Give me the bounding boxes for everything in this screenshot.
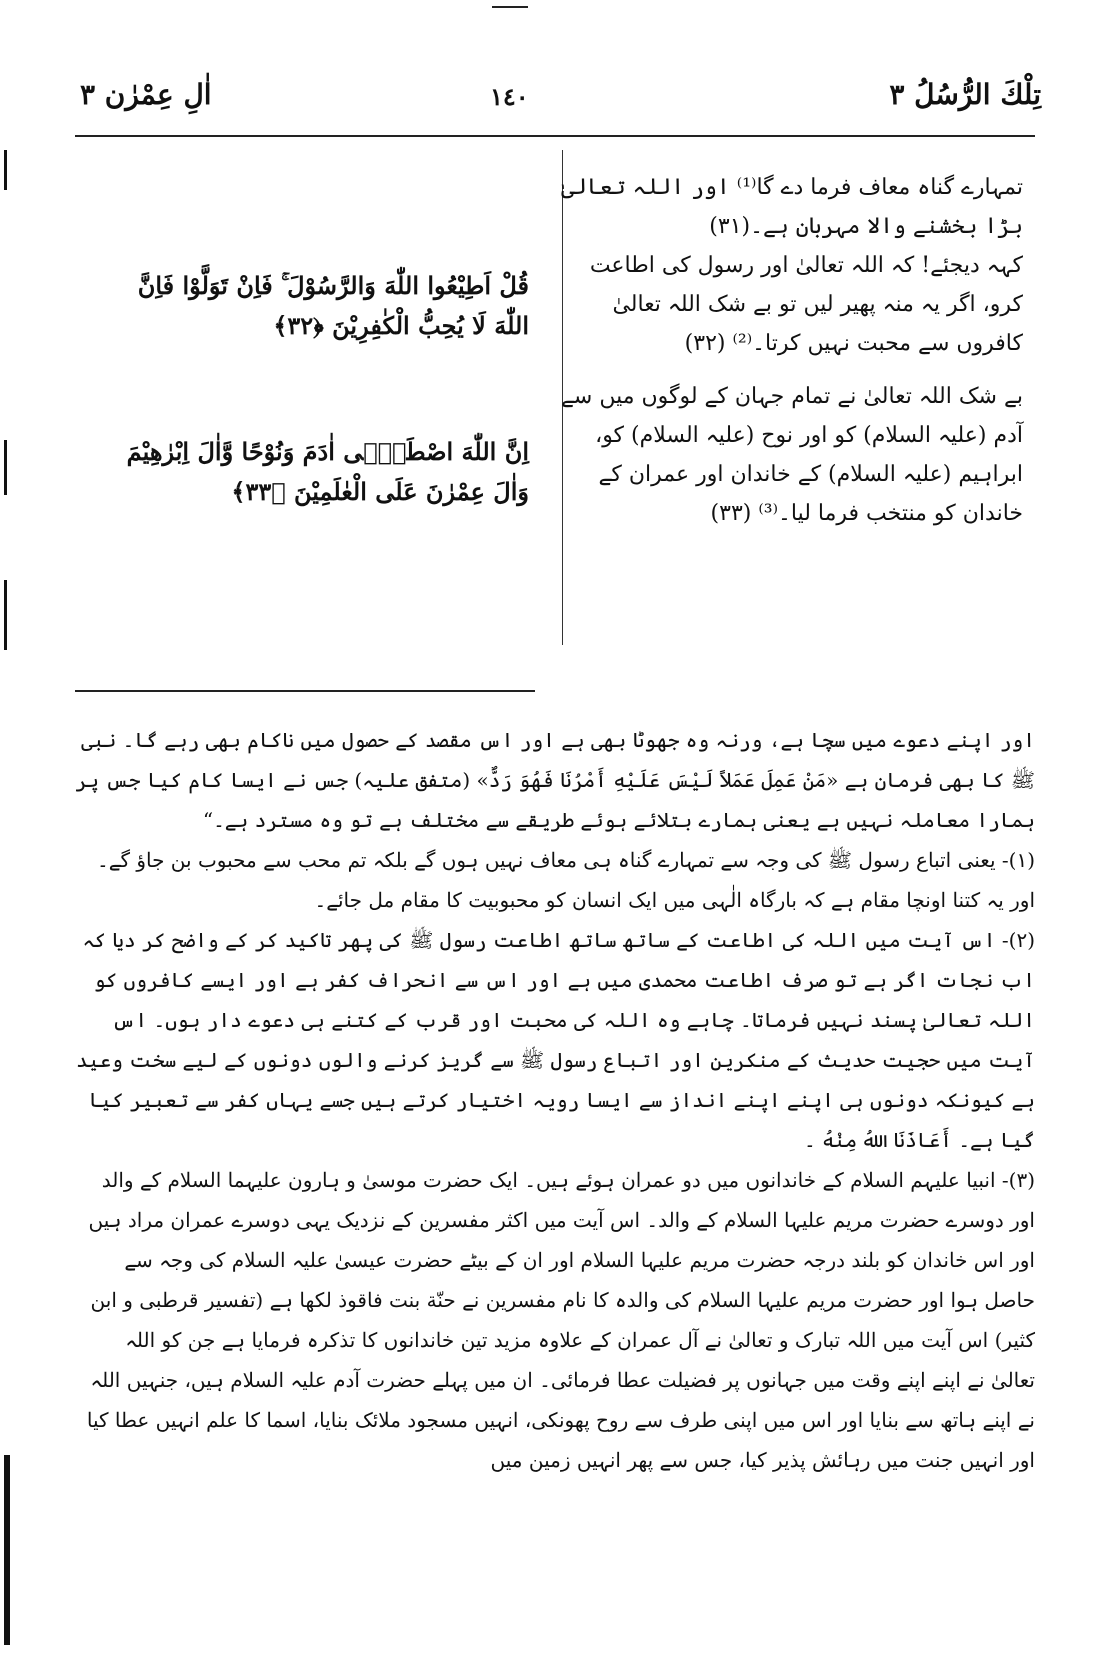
header-rule [75, 135, 1035, 137]
translation-verse-33: بے شک اللہ تعالیٰ نے تمام جہان کے لوگوں میں سے آدم (علیہ السلام) کو اور نوح (علیہ السلام) کو، ابراہیم (علیہ السلام) کے خاندان اور عمران کے خاندان کو منتخب فرما لیا۔⁽³⁾ (۳۳) [561, 384, 1023, 526]
scan-edge-mark [4, 1455, 10, 1645]
page-number: ١٤٠ [490, 82, 529, 111]
translation-verse-31: تمہارے گناہ معاف فرما دے گا⁽¹⁾ اور اللہ تعالیٰ بڑا بخشنے والا مہربان ہے۔(۳۱) [561, 175, 1023, 239]
surah-title: اٰلِ عِمْرٰن ٣ [80, 78, 212, 111]
footnote-continuation: اور اپنے دعوے میں سچا ہے، ورنہ وہ جھوٹا بھی ہے اور اس مقصد کے حصول میں ناکام بھی رہے گا۔ نبی ﷺ کا بھی فرمان ہے «مَنْ عَمِلَ عَمَلاً لَيْسَ عَلَيْهِ أَمْرُنَا فَهُوَ رَدٌّ» (متفق علیہ) جس نے ایسا کام کیا جس پر ہمارا معاملہ نہیں ہے یعنی ہمارے بتلائے ہوئے طریقے سے مختلف ہے تو وہ مسترد ہے۔“ [75, 728, 1035, 832]
juz-title: تِلْكَ الرُّسُلُ ٣ [889, 78, 1041, 111]
footnote-1: (۱)- یعنی اتباع رسول ﷺ کی وجہ سے تمہارے گناہ ہی معاف نہیں ہوں گے بلکہ تم محب سے محبوب بن جاؤ گے۔ اور یہ کتنا اونچا مقام ہے کہ بارگاہ الٰہی میں ایک انسان کو محبوبیت کا مقام مل جائے۔ [97, 848, 1035, 912]
scan-edge-mark [4, 150, 7, 190]
scan-edge-mark [4, 440, 7, 495]
footnote-2: (۲)- اس آیت میں اللہ کی اطاعت کے ساتھ ساتھ اطاعت رسول ﷺ کی پھر تاکید کر کے واضح کر دیا کہ اب نجات اگر ہے تو صرف اطاعت محمدی میں ہے اور اس سے انحراف کفر ہے اور ایسے کافروں کو اللہ تعالیٰ پسند نہیں فرماتا۔ چاہے وہ اللہ کی محبت اور قرب کے کتنے ہی دعوے دار ہوں۔ اس آیت میں حجیت حدیث کے منکرین اور اتباع رسول ﷺ سے گریز کرنے والوں دونوں کے لیے سخت وعید ہے کیونکہ دونوں ہی اپنے اپنے انداز سے ایسا رویہ اختیار کرتے ہیں جسے یہاں کفر سے تعبیر کیا گیا ہے۔ أَعَاذَنَا اللهُ مِنْهُ ۔ [76, 928, 1035, 1152]
scan-edge-mark [4, 580, 7, 650]
translation-column [558, 168, 1023, 533]
arabic-verse-32: قُلْ اَطِيْعُوا اللّٰهَ وَالرَّسُوْلَ ۚ فَاِنْ تَوَلَّوْا فَاِنَّ اللّٰهَ لَا يُحِبُّ الْكٰفِرِيْنَ ﴿۳۲﴾ [137, 271, 529, 340]
translation-verse-32: کہہ دیجئے! کہ اللہ تعالیٰ اور رسول کی اطاعت کرو، اگر یہ منہ پھیر لیں تو بے شک اللہ تعالیٰ کافروں سے محبت نہیں کرتا۔⁽²⁾ (۳۲) [589, 253, 1023, 356]
footnote-3: (۳)- انبیا علیہم السلام کے خاندانوں میں دو عمران ہوئے ہیں۔ ایک حضرت موسیٰ و ہارون علیہما السلام کے والد اور دوسرے حضرت مریم علیہا السلام کے والد۔ اس آیت میں اکثر مفسرین کے نزدیک یہی دوسرے عمران مراد ہیں اور اس خاندان کو بلند درجہ حضرت مریم علیہا السلام اور ان کے بیٹے حضرت عیسیٰ علیہ السلام کی وجہ سے حاصل ہوا اور حضرت مریم علیہا السلام کی والدہ کا نام مفسرین نے حنّة بنت فاقوذ لکھا ہے (تفسیر قرطبی و ابن کثیر) اس آیت میں اللہ تبارک و تعالیٰ نے آل عمران کے علاوہ مزید تین خاندانوں کا تذکرہ فرمایا ہے جن کو اللہ تعالیٰ نے اپنے اپنے وقت میں جہانوں پر فضیلت عطا فرمائی۔ ان میں پہلے حضرت آدم علیہ السلام ہیں، جنہیں اللہ نے اپنے ہاتھ سے بنایا اور اس میں اپنی طرف سے روح پھونکی، انہیں مسجود ملائک بنایا، اسما کا علم انہیں عطا کیا اور انہیں جنت میں رہائش پذیر کیا، جس سے پھر انہیں زمین میں [86, 1168, 1035, 1472]
top-edge-mark [492, 6, 528, 8]
footnote-rule [75, 690, 535, 692]
footnotes [75, 720, 1035, 1480]
arabic-verse-33: اِنَّ اللّٰهَ اصْطَفٰۤى اٰدَمَ وَنُوْحًا وَّاٰلَ اِبْرٰهِيْمَ وَاٰلَ عِمْرٰنَ عَلَى الْعٰلَمِيْنَ ﴿۳۳﴾ [126, 437, 529, 506]
